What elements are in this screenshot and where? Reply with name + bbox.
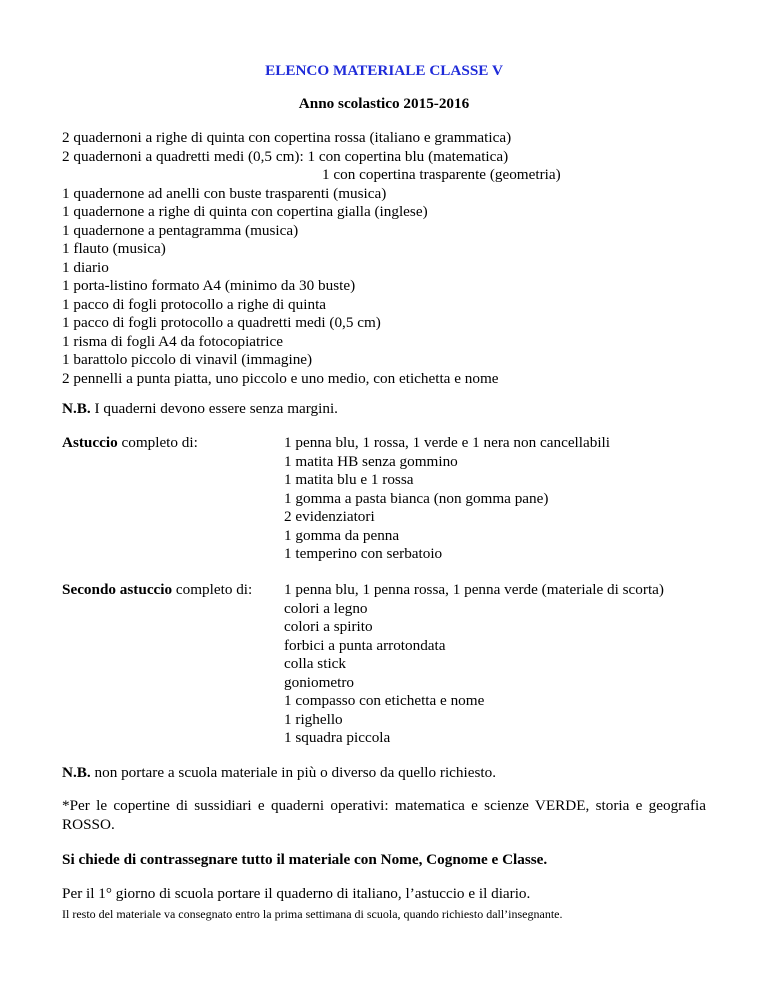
list-item: 1 gomma a pasta bianca (non gomma pane)	[284, 489, 549, 507]
covers-note: *Per le copertine di sussidiari e quaderni operativi: matematica e scienze VERDE, storia e geografia ROSSO.	[62, 797, 706, 833]
list-item: 1 con copertina trasparente (geometria)	[322, 166, 561, 183]
note-text: I quaderni devono essere senza margini.	[90, 400, 338, 417]
list-item: 1 quadernone a pentagramma (musica)	[62, 221, 299, 239]
remaining-material-note: Il resto del materiale va consegnato entro la prima settimana di scuola, quando richiesto dall’insegnante.	[62, 907, 563, 921]
secondo-astuccio-label	[62, 581, 252, 600]
list-item: 1 gomma da penna	[284, 526, 400, 544]
list-item: 1 porta-listino formato A4 (minimo da 30 buste)	[62, 277, 356, 294]
list-item: 2 pennelli a punta piatta, uno piccolo e uno medio, con etichetta e nome	[62, 369, 499, 387]
document-title: ELENCO MATERIALE CLASSE V	[265, 62, 503, 79]
list-item: 2 quadernoni a quadretti medi (0,5 cm): 1 con copertina blu (matematica)	[62, 147, 509, 165]
list-item: 1 penna blu, 1 penna rossa, 1 penna verde (materiale di scorta)	[284, 581, 664, 598]
list-item: 1 barattolo piccolo di vinavil (immagine)	[62, 351, 313, 368]
note-label: N.B.	[62, 400, 91, 417]
list-item: 1 compasso con etichetta e nome	[284, 692, 485, 709]
astuccio-label-bold: Astuccio	[62, 434, 118, 451]
list-item: 1 pacco di fogli protocollo a righe di quinta	[62, 295, 327, 313]
list-item: 1 matita HB senza gommino	[284, 452, 458, 470]
list-item: goniometro	[284, 673, 355, 691]
note-text: non portare a scuola materiale in più o diverso da quello richiesto.	[90, 764, 496, 781]
astuccio-items	[284, 434, 610, 564]
first-day-note: Per il 1° giorno di scuola portare il quaderno di italiano, l’astuccio e il diario.	[62, 885, 531, 902]
list-item: 1 matita blu e 1 rossa	[284, 471, 414, 488]
list-item: 1 quadernone ad anelli con buste trasparenti (musica)	[62, 184, 387, 202]
secondo-astuccio-label-rest: completo di:	[172, 581, 253, 598]
list-item: 2 evidenziatori	[284, 508, 375, 525]
list-item: 1 penna blu, 1 rossa, 1 verde e 1 nera non cancellabili	[284, 434, 610, 451]
list-item: 1 flauto (musica)	[62, 240, 166, 257]
secondo-astuccio-items	[284, 581, 664, 748]
list-item: 1 risma di fogli A4 da fotocopiatrice	[62, 332, 284, 350]
list-item: colori a legno	[284, 599, 368, 617]
list-item: 1 quadernone a righe di quinta con copertina gialla (inglese)	[62, 203, 428, 220]
list-item: colori a spirito	[284, 618, 373, 635]
list-item: 1 temperino con serbatoio	[284, 545, 443, 562]
astuccio-label-rest: completo di:	[117, 434, 198, 451]
note-extra-material	[62, 764, 496, 783]
list-item: 2 quadernoni a righe di quinta con copertina rossa (italiano e grammatica)	[62, 129, 512, 146]
school-year: Anno scolastico 2015-2016	[298, 95, 470, 112]
materials-list	[62, 129, 722, 388]
astuccio-label	[62, 434, 198, 453]
secondo-astuccio-label-bold: Secondo astuccio	[62, 581, 173, 598]
list-item: forbici a punta arrotondata	[284, 636, 446, 654]
list-item: 1 righello	[284, 710, 343, 728]
labeling-note: Si chiede di contrassegnare tutto il materiale con Nome, Cognome e Classe.	[62, 851, 548, 868]
note-label: N.B.	[62, 764, 91, 781]
list-item: 1 squadra piccola	[284, 729, 391, 746]
list-item: colla stick	[284, 655, 346, 672]
list-item: 1 diario	[62, 258, 109, 276]
list-item: 1 pacco di fogli protocollo a quadretti medi (0,5 cm)	[62, 314, 381, 331]
note-margins	[62, 400, 338, 419]
